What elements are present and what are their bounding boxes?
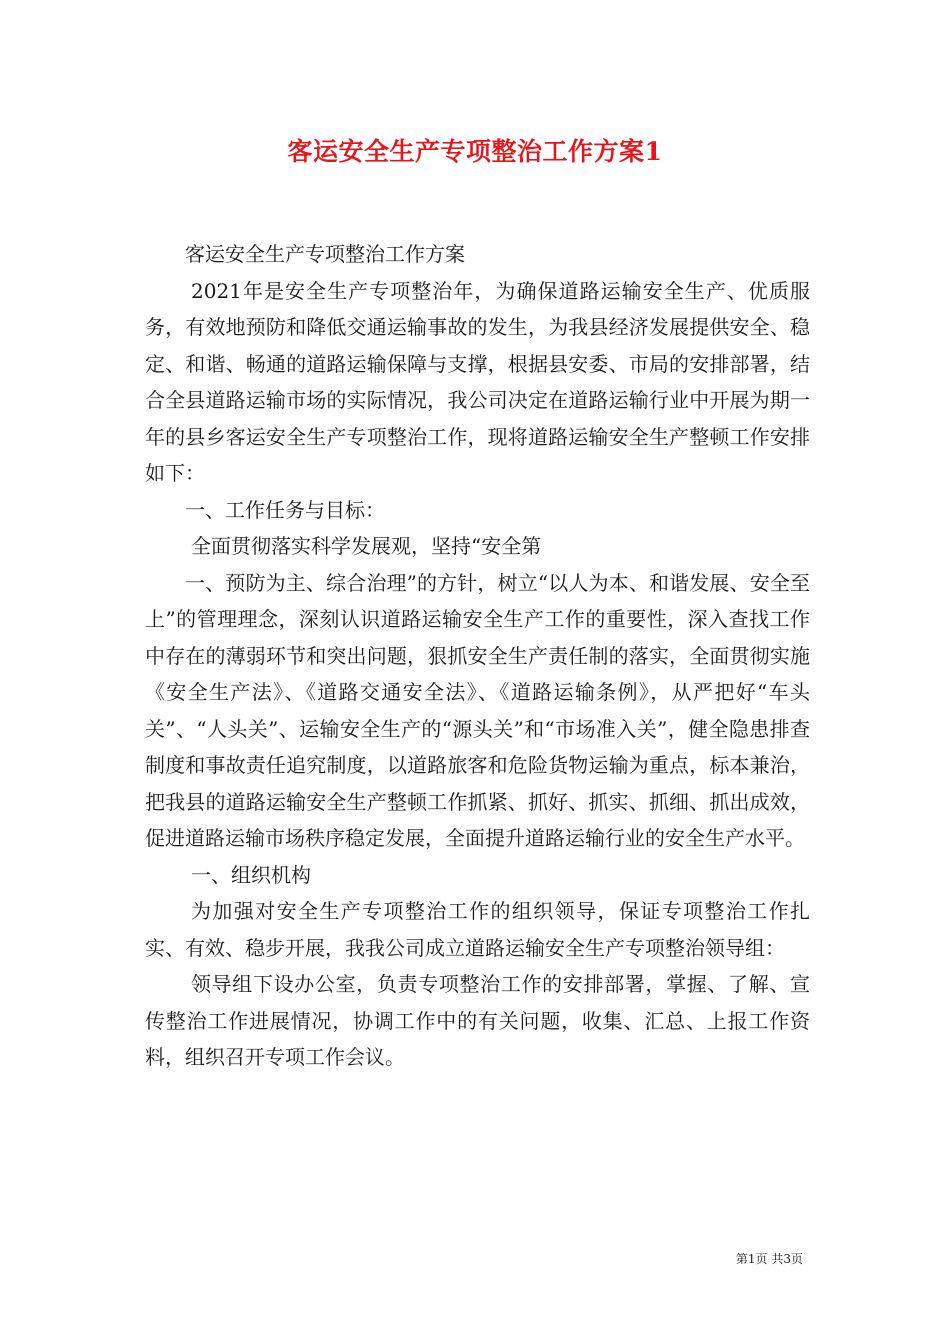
paragraph-tasks-detail: 一、预防为主、综合治理”的方针，树立“以人为本、和谐发展、安全至上”的管理理念，深刻认识道路运输安全生产工作的重要性，深入查找工作中存在的薄弱环节和突出问题，狠抓安全生产责任制的落实，全面贯彻实施《安全生产法》、《道路交通安全法》、《道路运输条例》，从严把好“车头关”、“人头关”、运输安全生产的“源头关”和“市场准入关”，健全隐患排查制度和事故责任追究制度，以道路旅客和危险货物运输为重点，标本兼治，把我县的道路运输安全生产整顿工作抓紧、抓好、抓实、抓细、抓出成效，促进道路运输市场秩序稳定发展，全面提升道路运输行业的安全生产水平。 [145,570,810,850]
paragraph-guideline: 全面贯彻落实科学发展观，坚持“安全第 [191,534,542,558]
section-heading-tasks: 一、工作任务与目标： [185,497,385,522]
page-title: 客运安全生产专项整治工作方案1 [287,137,663,166]
paragraph-office: 领导组下设办公室，负责专项整治工作的安排部署，掌握、了解、宣传整治工作进展情况，协调工作中的有关问题，收集、汇总、上报工作资料，组织召开专项工作会议。 [145,972,810,1069]
section-heading-organization: 一、组织机构 [191,862,311,887]
paragraph-organization: 为加强对安全生产专项整治工作的组织领导，保证专项整治工作扎实、有效、稳步开展，我我公司成立道路运输安全生产专项整治领导组： [145,899,810,960]
doc-subtitle: 客运安全生产专项整治工作方案 [185,242,465,266]
document-body [145,236,810,1076]
paragraph-intro: 2021年是安全生产专项整治年，为确保道路运输安全生产、优质服务，有效地预防和降低交通运输事故的发生，为我县经济发展提供安全、稳定、和谐、畅通的道路运输保障与支撑，根据县安委、市局的安排部署，结合全县道路运输市场的实际情况，我公司决定在道路运输行业中开展为期一年的县乡客运安全生产专项整治工作，现将道路运输安全生产整顿工作安排如下： [145,278,810,485]
page-number: 第1页 共3页 [735,1252,803,1266]
